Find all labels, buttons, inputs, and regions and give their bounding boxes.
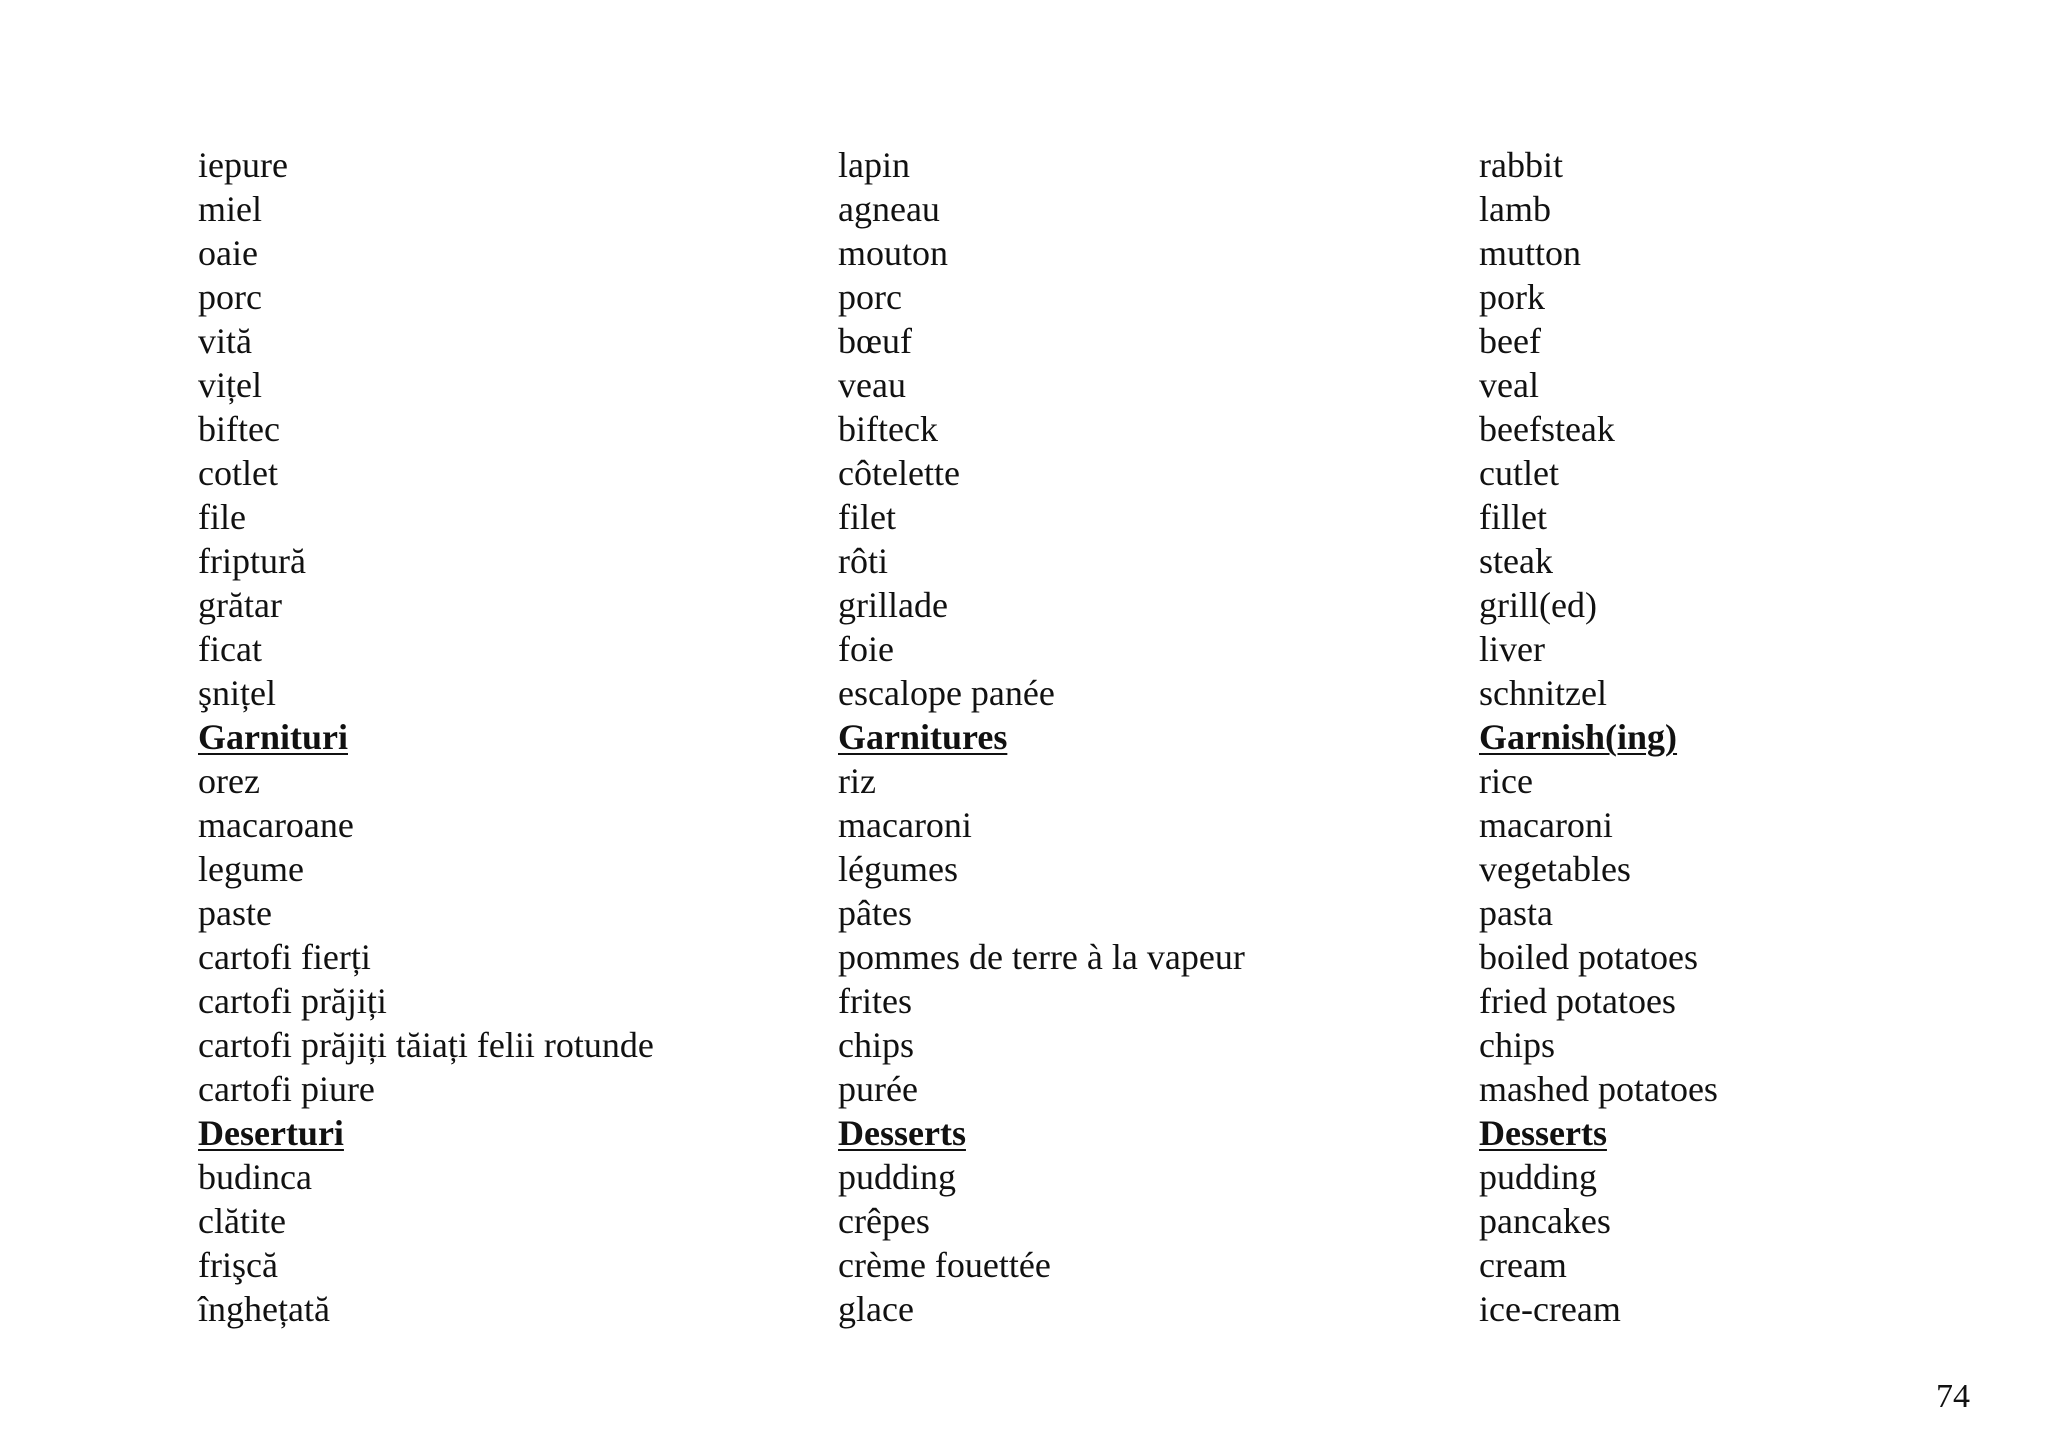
vocabulary-word: miel — [198, 189, 262, 229]
vocabulary-word: cartofi fierți — [198, 937, 371, 977]
vocabulary-word: rice — [1479, 761, 1533, 801]
section-heading: Garnituri — [198, 717, 348, 757]
vocabulary-word: macaroni — [1479, 805, 1613, 845]
vocabulary-word: legume — [198, 849, 304, 889]
vocabulary-word: cartofi prăjiți — [198, 981, 387, 1021]
vocabulary-word: lapin — [838, 145, 910, 185]
romanian-column — [198, 143, 828, 1331]
vocabulary-word: biftec — [198, 409, 280, 449]
vocabulary-word: pudding — [1479, 1157, 1598, 1197]
vocabulary-word: côtelette — [838, 453, 960, 493]
vocabulary-word: grătar — [198, 585, 282, 625]
vocabulary-word: cartofi prăjiți tăiați felii rotunde — [198, 1025, 654, 1065]
vocabulary-word: purée — [838, 1069, 918, 1109]
vocabulary-word: légumes — [838, 849, 958, 889]
vocabulary-word: filet — [838, 497, 896, 537]
vocabulary-word: beef — [1479, 321, 1541, 361]
vocabulary-word: riz — [838, 761, 876, 801]
vocabulary-word: rôti — [838, 541, 888, 581]
vocabulary-word: friptură — [198, 541, 306, 581]
vocabulary-word: mashed potatoes — [1479, 1069, 1718, 1109]
section-heading: Garnitures — [838, 717, 1008, 757]
vocabulary-word: rabbit — [1479, 145, 1563, 185]
vocabulary-word: pommes de terre à la vapeur — [838, 937, 1245, 977]
vocabulary-word: iepure — [198, 145, 288, 185]
vocabulary-word: glace — [838, 1289, 914, 1329]
french-column — [838, 143, 1468, 1331]
vocabulary-word: macaroni — [838, 805, 972, 845]
vocabulary-word: cartofi piure — [198, 1069, 375, 1109]
vocabulary-word: vită — [198, 321, 252, 361]
vocabulary-word: ice-cream — [1479, 1289, 1621, 1329]
vocabulary-word: pudding — [838, 1157, 957, 1197]
vocabulary-word: veau — [838, 365, 906, 405]
vocabulary-word: veal — [1479, 365, 1539, 405]
vocabulary-word: pork — [1479, 277, 1545, 317]
vocabulary-word: foie — [838, 629, 894, 669]
vocabulary-word: orez — [198, 761, 260, 801]
vocabulary-word: boiled potatoes — [1479, 937, 1698, 977]
vocabulary-word: porc — [198, 277, 262, 317]
vocabulary-word: pancakes — [1479, 1201, 1611, 1241]
vocabulary-word: ficat — [198, 629, 262, 669]
vocabulary-word: agneau — [838, 189, 940, 229]
vocabulary-word: file — [198, 497, 246, 537]
vocabulary-word: cutlet — [1479, 453, 1559, 493]
vocabulary-word: înghețată — [198, 1289, 330, 1329]
vocabulary-word: mutton — [1479, 233, 1582, 273]
vocabulary-word: oaie — [198, 233, 258, 273]
vocabulary-word: clătite — [198, 1201, 286, 1241]
vocabulary-word: bœuf — [838, 321, 912, 361]
vocabulary-word: cotlet — [198, 453, 278, 493]
vocabulary-word: grill(ed) — [1479, 585, 1597, 625]
section-heading: Desserts — [1479, 1113, 1607, 1153]
vocabulary-word: crêpes — [838, 1201, 930, 1241]
vocabulary-word: liver — [1479, 629, 1545, 669]
vocabulary-word: macaroane — [198, 805, 354, 845]
vocabulary-word: vițel — [198, 365, 262, 405]
section-heading: Deserturi — [198, 1113, 344, 1153]
page-number: 74 — [1936, 1378, 1970, 1415]
vocabulary-word: fillet — [1479, 497, 1547, 537]
vocabulary-word: budinca — [198, 1157, 312, 1197]
vocabulary-word: steak — [1479, 541, 1553, 581]
section-heading: Garnish(ing) — [1479, 717, 1678, 757]
vocabulary-word: escalope panée — [838, 673, 1055, 713]
vocabulary-word: paste — [198, 893, 272, 933]
vocabulary-word: crème fouettée — [838, 1245, 1051, 1285]
vocabulary-word: grillade — [838, 585, 948, 625]
vocabulary-word: lamb — [1479, 189, 1551, 229]
vocabulary-word: chips — [838, 1025, 914, 1065]
english-column — [1479, 143, 2048, 1331]
vocabulary-word: mouton — [838, 233, 949, 273]
vocabulary-word: frişcă — [198, 1245, 278, 1285]
vocabulary-word: şnițel — [198, 673, 276, 713]
vocabulary-word: beefsteak — [1479, 409, 1615, 449]
vocabulary-word: pâtes — [838, 893, 912, 933]
section-heading: Desserts — [838, 1113, 966, 1153]
vocabulary-word: chips — [1479, 1025, 1555, 1065]
vocabulary-word: porc — [838, 277, 902, 317]
vocabulary-word: fried potatoes — [1479, 981, 1676, 1021]
vocabulary-word: schnitzel — [1479, 673, 1607, 713]
vocabulary-word: pasta — [1479, 893, 1553, 933]
vocabulary-word: vegetables — [1479, 849, 1631, 889]
vocabulary-word: frites — [838, 981, 912, 1021]
vocabulary-word: cream — [1479, 1245, 1567, 1285]
vocabulary-word: bifteck — [838, 409, 938, 449]
